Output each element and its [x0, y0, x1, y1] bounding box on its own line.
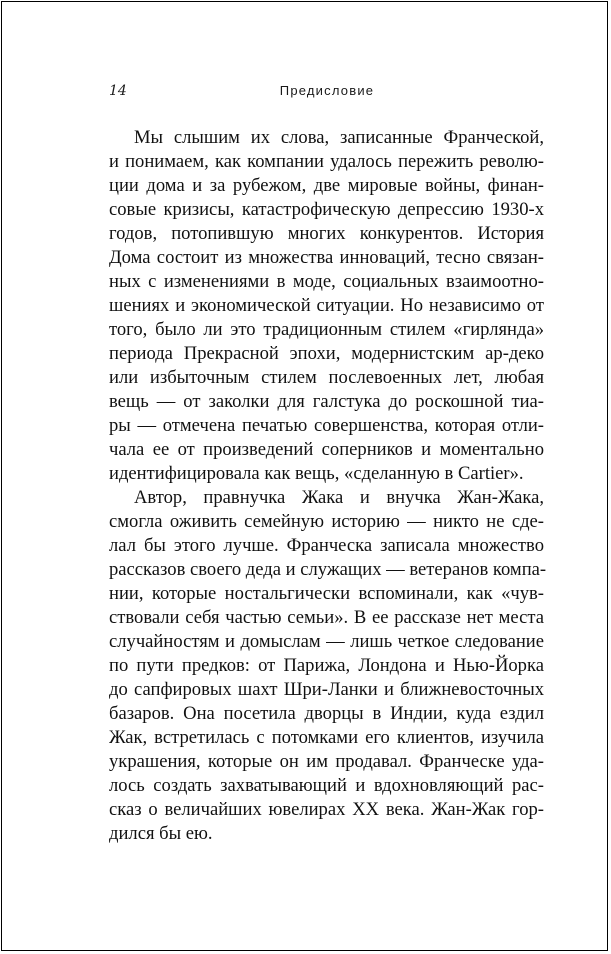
text-line: периода Прекрасной эпохи, модернистским ар-деко [109, 343, 544, 364]
text-line: лал бы этого лучше. Франческа записала множество [109, 535, 544, 556]
text-line: или избыточным стилем послевоенных лет, любая [109, 367, 544, 388]
text-line: чала ее от произведений соперников и моментально [109, 439, 544, 460]
text-line: рассказов своего деда и служащих — ветеранов компа- [109, 559, 547, 580]
text-line: смогла оживить семейную историю — никто не сде- [109, 511, 544, 532]
text-line: ных с изменениями в моде, социальных взаимоотно- [109, 271, 544, 292]
text-line: вещь — от заколки для галстука до роскошной тиа- [109, 391, 544, 412]
text-line: и понимаем, как компании удалось пережить револю- [109, 151, 544, 172]
text-line: ры — отмечена печатью совершенства, которая отли- [109, 415, 544, 436]
paragraph [109, 126, 544, 486]
text-line: до сапфировых шахт Шри-Ланки и ближневосточных [109, 679, 544, 700]
text-line: нии, которые ностальгически вспоминали, как «чув- [109, 583, 544, 604]
text-line: ции дома и за рубежом, две мировые войны, финан- [109, 175, 544, 196]
text-line: Автор, правнучка Жака и внучка Жан-Жака, [134, 487, 544, 508]
text-line: того, было ли это традиционным стилем «гирлянда» [109, 319, 544, 340]
text-line: базаров. Она посетила дворцы в Индии, куда ездил [109, 703, 544, 724]
text-line: Мы слышим их слова, записанные Франческой, [134, 127, 544, 148]
text-line: Дома состоит из множества инноваций, тесно связан- [109, 247, 544, 268]
page-frame [1, 1, 608, 951]
body-text [109, 126, 547, 846]
text-line: ствовали себя частью семьи». В ее рассказе нет места [109, 607, 544, 628]
text-line: лось создать захватывающий и вдохновляющий рас- [109, 775, 544, 796]
text-line: годов, потопившую многих конкурентов. История [109, 223, 544, 244]
text-line: шениях и экономической ситуации. Но независимо от [109, 295, 544, 316]
text-line: Жак, встретилась с потомками его клиентов, изучила [109, 727, 544, 748]
paragraph [109, 486, 547, 846]
page-number: 14 [109, 83, 127, 99]
text-line: по пути предков: от Парижа, Лондона и Нью-Йорка [109, 655, 544, 676]
text-line: сказ о величайших ювелирах XX века. Жан-Жак гор- [109, 799, 544, 820]
text-line: случайностям и домыслам — лишь четкое следование [109, 631, 544, 652]
text-line: украшения, которые он им продавал. Франческе уда- [109, 751, 544, 772]
running-title: Предисловие [279, 83, 375, 98]
text-line: дился бы ею. [109, 823, 213, 844]
text-line: совые кризисы, катастрофическую депрессию 1930-х [109, 199, 544, 220]
text-line: идентифицировала как вещь, «сделанную в Cartier». [109, 463, 524, 484]
